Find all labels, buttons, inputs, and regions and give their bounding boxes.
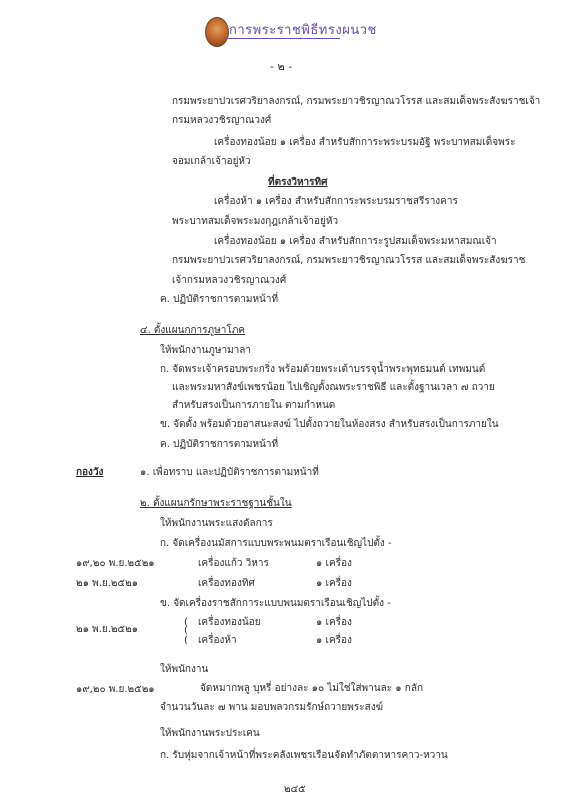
bracket: ( <box>184 625 188 636</box>
text-line: ก. รับหุ่มจากเจ้าหน้าที่พระคลังเพชรเรือนจัดทำภัตตาหารคาว-หวาน <box>160 750 448 761</box>
section-heading: ๔. ตั้งแผนกการภูษาโภค <box>140 325 245 336</box>
text-line: ค. ปฏิบัติราชการตามหน้าที่ <box>160 294 279 305</box>
text-line: ก. จัดพระเจ้าครอบพระกริ่ง พร้อมด้วยพระเต้าบรรจุน้ำพระพุทธมนต์ เทพมนต์ <box>160 364 486 375</box>
text-line: ๑ เครื่อง <box>316 578 352 589</box>
text-line: ๑. เพื่อทราบ และปฏิบัติราชการตามหน้าที่ <box>140 467 319 478</box>
royal-emblem-icon <box>205 17 229 47</box>
text-line: ให้พนักงานพระแสงดัลการ <box>160 518 273 529</box>
section-heading: ๒. ตั้งแผนกรักษาพระราชฐานชั้นใน <box>140 498 292 509</box>
text-line: เครื่องแก้ว วิหาร <box>198 558 269 569</box>
text-line: ให้พนักงานพระประเคน <box>160 728 260 739</box>
date-margin: ๑๙,๒๐ พ.ย.๒๕๒๑ <box>76 558 155 569</box>
header-title: การพระราชพิธีทรงผนวช <box>229 23 377 38</box>
header-underline <box>228 38 340 39</box>
subheading: ที่ตรงวิหารทิศ <box>268 177 328 188</box>
text-line: สำหรับสรงเป็นการภายใน ตามกำหนด <box>172 400 336 411</box>
bracket: ( <box>184 635 188 646</box>
date-margin: ๒๑ พ.ย.๒๕๒๑ <box>76 624 139 635</box>
text-line: กรมหลวงวชิรญาณวงศ์ <box>172 115 272 126</box>
department-heading: กองวัง <box>76 467 104 478</box>
text-line: จัดหมากพลู บุหรี่ อย่างละ ๑๐ ไม่ใช่ใส่พานละ ๑ กลัก <box>200 683 424 694</box>
date-margin: ๒๑ พ.ย.๒๕๒๑ <box>76 578 139 589</box>
text-line: จำนวนวันละ ๗ พาน มอบพลวกรมรักษ์ถวายพระสงฆ์ <box>160 702 384 713</box>
text-line: เครื่องห้า ๑ เครื่อง สำหรับสักการะพระบรมราชสรีรางคาร <box>214 196 458 207</box>
text-line: เครื่องทองน้อย ๑ เครื่อง สำหรับสักการะพระบรมอัฐิ พระบาทสมเด็จพระ <box>214 137 516 148</box>
text-line: และพระมหาสังข์เพชรน้อย ไปเชิญตั้งณพระราชพิธี และตั้งฐานเวลา ๗ ถวาย <box>172 382 495 393</box>
text-line: พระบาทสมเด็จพระมงกุฎเกล้าเจ้าอยู่หัว <box>172 216 339 227</box>
text-line: จอมเกล้าเจ้าอยู่หัว <box>172 156 251 167</box>
text-line: ๑ เครื่อง <box>316 635 352 646</box>
date-margin: ๑๙,๒๐ พ.ย.๒๕๒๑ <box>76 684 155 695</box>
text-line: ๑ เครื่อง <box>316 558 352 569</box>
text-line: ข. จัดเครื่องราชสักการะแบบพนมตราเรือนเชิญไปตั้ง - <box>160 598 391 609</box>
text-line: เจ้ากรมหลวงวชิรญาณวงศ์ <box>172 275 287 286</box>
text-line: กรมพระยาปวเรศวริยาลงกรณ์, กรมพระยาวชิรญาณวโรรส และสมเด็จพระสังฆราช <box>172 255 526 266</box>
text-line: เครื่องทองทิศ <box>198 578 255 589</box>
text-line: เครื่องทองน้อย <box>198 617 261 628</box>
text-line: กรมพระยาปวเรศวริยาลงกรณ์, กรมพระยาวชิรญาณวโรรส และสมเด็จพระสังฆราชเจ้า <box>172 96 541 107</box>
text-line: ให้พนักงานภูษามาลา <box>160 345 252 356</box>
page-header <box>0 0 572 56</box>
text-line: เครื่องห้า <box>198 635 237 646</box>
text-line: ค. ปฏิบัติราชการตามหน้าที่ <box>160 439 279 450</box>
text-line: ก. จัดเครื่องนมัสการแบบพระพนมตราเรือนเชิญไปตั้ง - <box>160 538 392 549</box>
bracket: ( <box>184 617 188 628</box>
text-line: ข. จัดตั้ง พร้อมด้วยอาสนะสงฆ์ ไปตั้งถวายในห้องสรง สำหรับสรงเป็นการภายใน <box>160 419 499 430</box>
page-number: - ๒ - <box>270 60 293 73</box>
text-line: ๑ เครื่อง <box>316 617 352 628</box>
text-line: ให้พนักงาน <box>160 664 209 675</box>
text-line: เครื่องทองน้อย ๑ เครื่อง สำหรับสักการะรูปสมเด็จพระมหาสมณเจ้า <box>214 236 497 247</box>
footer-page-number: ๒๔๕ <box>284 784 306 795</box>
